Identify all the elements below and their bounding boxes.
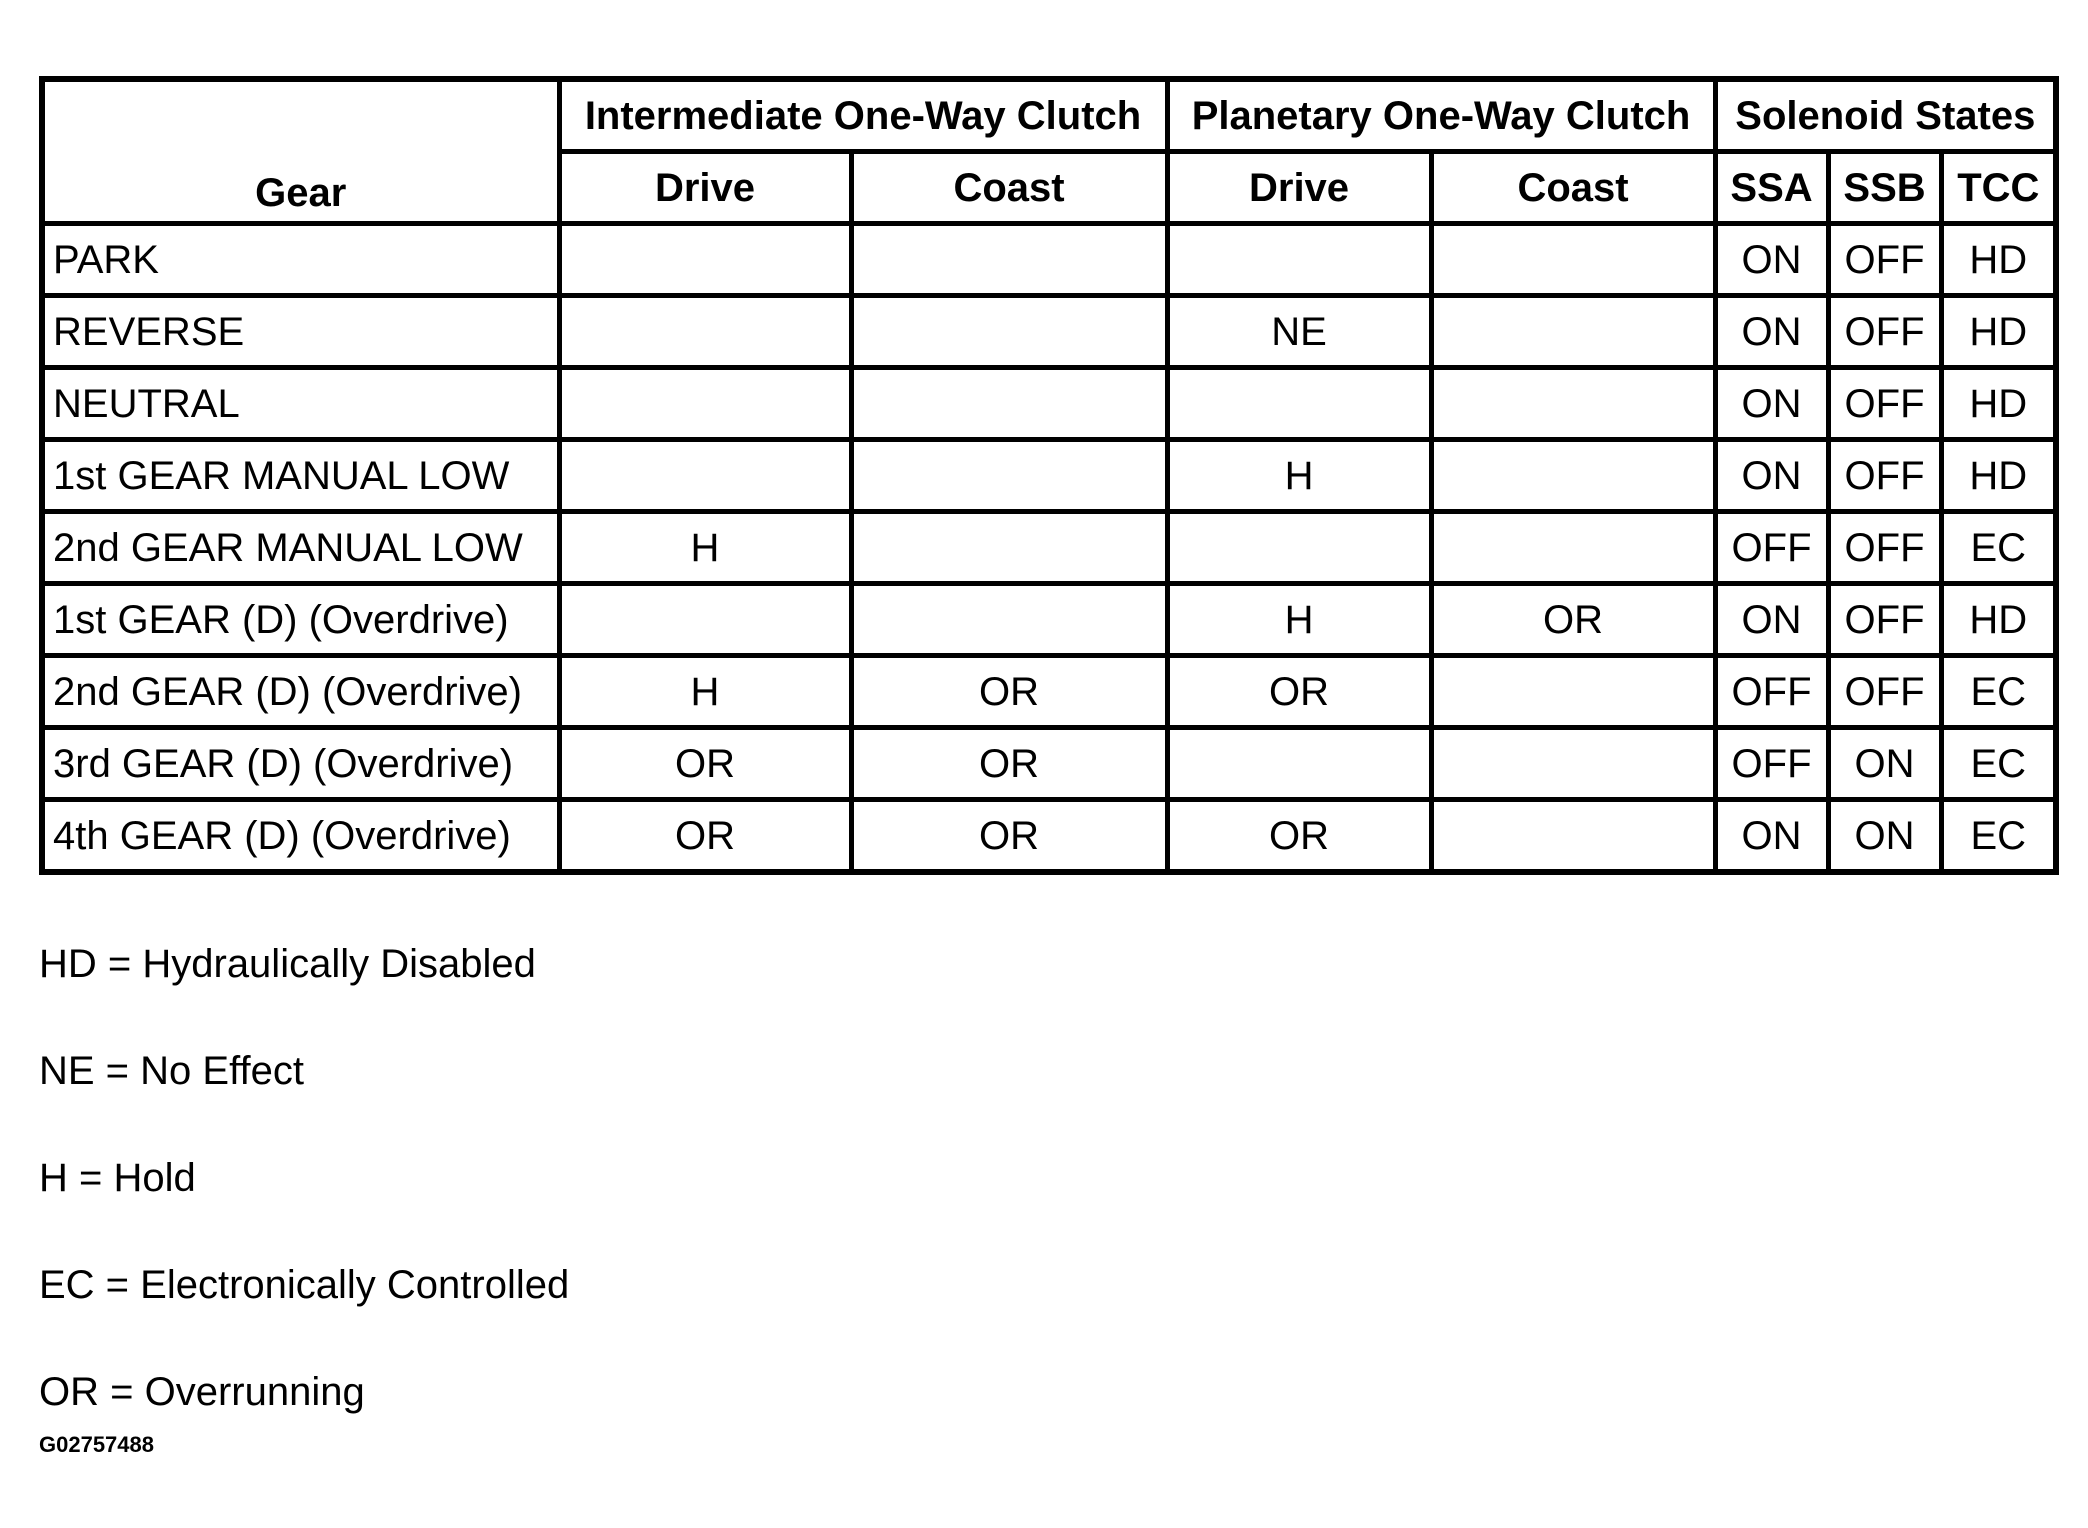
table-cell <box>559 584 851 656</box>
table-cell: HD <box>1941 440 2056 512</box>
legend-ec: EC = Electronically Controlled <box>39 1263 570 1307</box>
table-cell <box>1431 728 1715 800</box>
table-cell: ON <box>1715 800 1828 873</box>
intermediate-clutch-header: Intermediate One-Way Clutch <box>559 79 1167 152</box>
legend-ne: NE = No Effect <box>39 1049 304 1093</box>
table-cell: EC <box>1941 512 2056 584</box>
table-cell: OR <box>851 800 1167 873</box>
table-cell: ON <box>1715 296 1828 368</box>
table-cell: OR <box>1167 800 1431 873</box>
table-cell <box>1431 800 1715 873</box>
table-cell: OFF <box>1715 512 1828 584</box>
table-cell: HD <box>1941 584 2056 656</box>
table-cell <box>1167 368 1431 440</box>
table-cell: H <box>559 656 851 728</box>
table-cell: HD <box>1941 224 2056 296</box>
table-row <box>42 512 2056 584</box>
gear-table <box>39 76 2059 875</box>
table-cell: ON <box>1715 368 1828 440</box>
table-cell <box>1167 224 1431 296</box>
gear-cell: 1st GEAR MANUAL LOW <box>42 440 559 512</box>
table-cell: H <box>1167 584 1431 656</box>
table-cell <box>1431 512 1715 584</box>
table-cell <box>1431 224 1715 296</box>
table-cell: OFF <box>1828 440 1941 512</box>
table-cell: OR <box>559 800 851 873</box>
table-row <box>42 296 2056 368</box>
table-cell: OFF <box>1828 368 1941 440</box>
table-cell: NE <box>1167 296 1431 368</box>
table-cell <box>851 368 1167 440</box>
table-cell: OR <box>851 656 1167 728</box>
table-cell <box>1167 512 1431 584</box>
group-header-row <box>42 79 2056 152</box>
table-cell: H <box>1167 440 1431 512</box>
intermediate-drive-header: Drive <box>559 152 851 224</box>
ssa-header: SSA <box>1715 152 1828 224</box>
table-row <box>42 800 2056 873</box>
table-row <box>42 728 2056 800</box>
table-cell <box>559 440 851 512</box>
planetary-coast-header: Coast <box>1431 152 1715 224</box>
table-cell: OFF <box>1828 512 1941 584</box>
table-cell <box>851 440 1167 512</box>
legend-hd: HD = Hydraulically Disabled <box>39 942 536 986</box>
table-cell <box>851 512 1167 584</box>
table-cell: OR <box>1167 656 1431 728</box>
planetary-drive-header: Drive <box>1167 152 1431 224</box>
table-cell: ON <box>1828 800 1941 873</box>
planetary-clutch-header: Planetary One-Way Clutch <box>1167 79 1715 152</box>
table-row <box>42 584 2056 656</box>
table-cell: OFF <box>1715 728 1828 800</box>
ssb-header: SSB <box>1828 152 1941 224</box>
legend-or: OR = Overrunning <box>39 1370 365 1414</box>
table-cell <box>851 296 1167 368</box>
gear-cell: NEUTRAL <box>42 368 559 440</box>
table-cell: ON <box>1715 440 1828 512</box>
table-cell <box>559 224 851 296</box>
table-cell: OFF <box>1828 296 1941 368</box>
table-row <box>42 440 2056 512</box>
table-cell: H <box>559 512 851 584</box>
table-cell <box>559 296 851 368</box>
table-row <box>42 224 2056 296</box>
figure-id: G02757488 <box>39 1432 154 1457</box>
gear-cell: PARK <box>42 224 559 296</box>
gear-cell: 2nd GEAR MANUAL LOW <box>42 512 559 584</box>
legend-h: H = Hold <box>39 1156 196 1200</box>
table-cell <box>851 224 1167 296</box>
table-cell: OFF <box>1828 224 1941 296</box>
table-cell: OR <box>851 728 1167 800</box>
tcc-header: TCC <box>1941 152 2056 224</box>
solenoid-states-header: Solenoid States <box>1715 79 2056 152</box>
gear-cell: REVERSE <box>42 296 559 368</box>
gear-cell: 4th GEAR (D) (Overdrive) <box>42 800 559 873</box>
table-cell <box>851 584 1167 656</box>
gear-cell: 2nd GEAR (D) (Overdrive) <box>42 656 559 728</box>
table-row <box>42 368 2056 440</box>
table-row <box>42 656 2056 728</box>
table-cell: HD <box>1941 368 2056 440</box>
table-cell: OR <box>559 728 851 800</box>
gear-cell: 3rd GEAR (D) (Overdrive) <box>42 728 559 800</box>
table-cell: OFF <box>1828 584 1941 656</box>
table-cell <box>1431 440 1715 512</box>
table-cell: OFF <box>1715 656 1828 728</box>
table-cell: EC <box>1941 728 2056 800</box>
table-cell <box>1431 296 1715 368</box>
table-cell <box>1167 728 1431 800</box>
table-cell: ON <box>1715 224 1828 296</box>
table-cell <box>1431 368 1715 440</box>
table-cell: EC <box>1941 656 2056 728</box>
table-cell <box>559 368 851 440</box>
table-cell <box>1431 656 1715 728</box>
table-cell: ON <box>1828 728 1941 800</box>
table-cell: OFF <box>1828 656 1941 728</box>
gear-header: Gear <box>42 79 559 224</box>
table-cell: HD <box>1941 296 2056 368</box>
table-cell: OR <box>1431 584 1715 656</box>
table-cell: EC <box>1941 800 2056 873</box>
table-cell: ON <box>1715 584 1828 656</box>
intermediate-coast-header: Coast <box>851 152 1167 224</box>
gear-cell: 1st GEAR (D) (Overdrive) <box>42 584 559 656</box>
